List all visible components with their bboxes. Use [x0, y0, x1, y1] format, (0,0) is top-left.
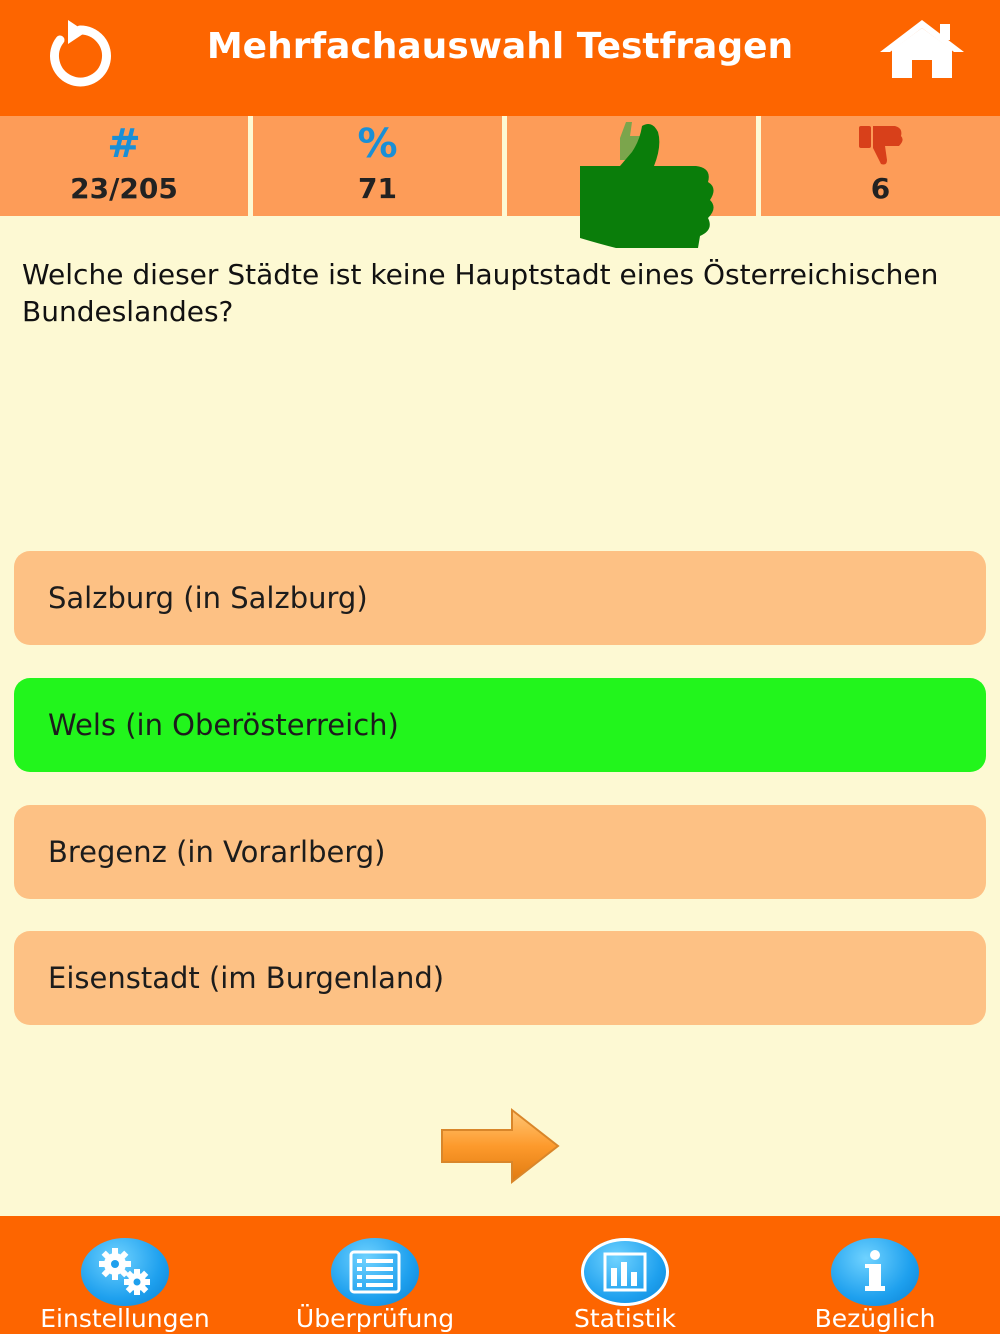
home-button[interactable] [878, 18, 966, 82]
next-button[interactable] [440, 1106, 562, 1186]
question-text: Welche dieser Städte ist keine Hauptstadt eines Österreichischen Bundeslandes? [22, 258, 939, 328]
thumbs-up-icon [576, 120, 722, 254]
tab-bezueglich[interactable] [750, 1216, 1000, 1334]
home-icon [878, 18, 966, 82]
percent-icon: % [357, 121, 398, 167]
review-list-icon [331, 1238, 419, 1306]
tab-label: Statistik [574, 1304, 676, 1333]
stat-wrong [761, 116, 1000, 216]
tab-label: Bezüglich [814, 1304, 936, 1333]
tab-ueberpruefung[interactable] [250, 1216, 500, 1334]
question-progress: 23/205 [70, 172, 178, 205]
info-icon [831, 1238, 919, 1306]
page-title: Mehrfachauswahl Testfragen [206, 26, 794, 67]
stat-question-counter [0, 116, 248, 216]
wrong-count: 6 [870, 172, 891, 205]
tab-label: Überprüfung [295, 1304, 455, 1333]
bottom-tab-bar [0, 1216, 1000, 1334]
answer-option[interactable]: Salzburg (in Salzburg) [14, 551, 986, 645]
gears-icon [81, 1238, 169, 1306]
thumbs-down-icon [857, 122, 905, 172]
answer-option[interactable]: Bregenz (in Vorarlberg) [14, 805, 986, 899]
arrow-right-icon [440, 1106, 562, 1186]
answer-option[interactable]: Eisenstadt (im Burgenland) [14, 931, 986, 1025]
tab-statistik[interactable] [500, 1216, 750, 1334]
answer-option-correct[interactable]: Wels (in Oberösterreich) [14, 678, 986, 772]
stats-bar [0, 116, 1000, 216]
bar-chart-icon [581, 1238, 669, 1306]
tab-label: Einstellungen [40, 1304, 210, 1333]
percent-value: 71 [358, 172, 397, 205]
header-bar [0, 0, 1000, 116]
hash-icon: # [107, 121, 141, 167]
stat-percent [253, 116, 502, 216]
tab-einstellungen[interactable] [0, 1216, 250, 1334]
